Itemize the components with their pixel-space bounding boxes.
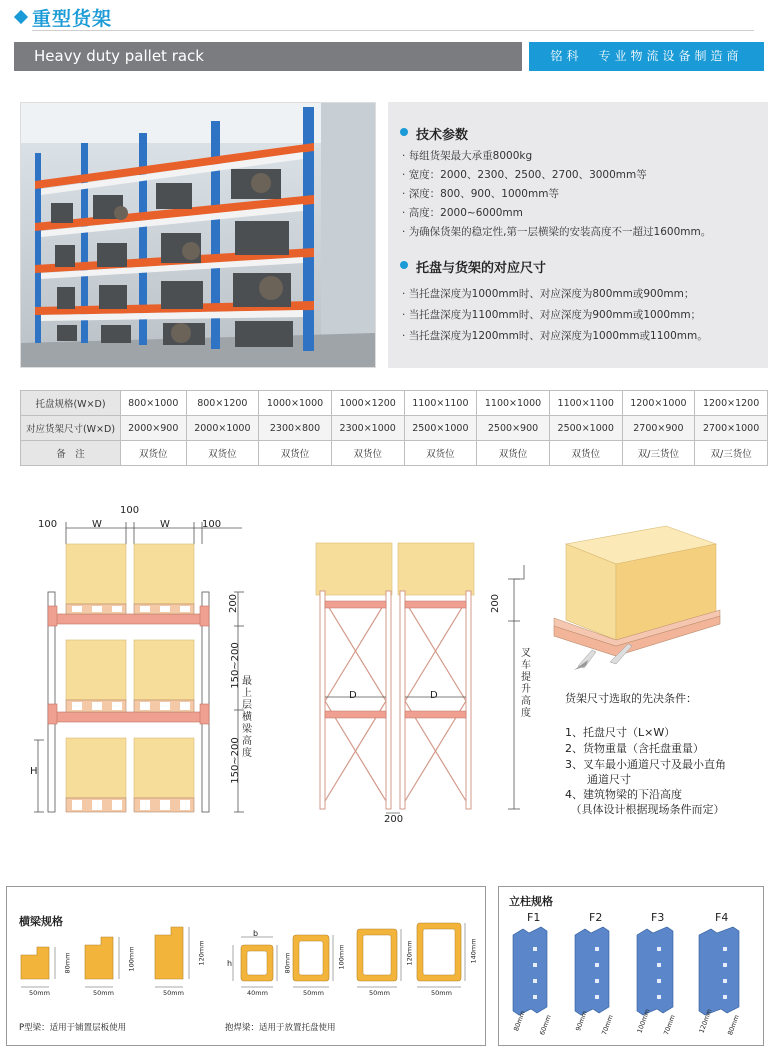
condition-item: 通道尺寸 bbox=[565, 773, 631, 786]
dim-150-a: 150~200 bbox=[229, 642, 241, 689]
banner-company-slogan: 铭科 专业物流设备制造商 bbox=[529, 42, 764, 71]
dim-200-fork: 200 bbox=[490, 593, 502, 614]
table-cell: 双/三货位 bbox=[622, 441, 695, 466]
spec-line: · 当托盘深度为1000mm时、对应深度为800mm或900mm； bbox=[402, 288, 695, 300]
beam-dim: 120mm bbox=[405, 940, 414, 966]
beam-dim: 50mm bbox=[163, 989, 184, 997]
column-dim: 70mm bbox=[662, 1013, 677, 1037]
table-cell: 1200×1000 bbox=[622, 391, 695, 416]
column-dim: 80mm bbox=[512, 1009, 527, 1033]
spec-panel bbox=[388, 102, 768, 368]
table-cell: 1000×1000 bbox=[259, 391, 332, 416]
conditions-heading: 货架尺寸选取的先决条件： bbox=[565, 692, 697, 705]
beam-dim: h bbox=[227, 959, 233, 968]
dim-d2: D bbox=[430, 690, 438, 701]
p-beam-note: P型梁：适用于铺置层板使用 bbox=[19, 1023, 127, 1033]
condition-item: 1、托盘尺寸（L×W） bbox=[565, 726, 676, 739]
beam-dim: 40mm bbox=[247, 989, 268, 997]
top-beam-height-label: 最上层横梁高度 bbox=[242, 676, 252, 759]
table-cell: 双货位 bbox=[404, 441, 477, 466]
table-cell: 2700×900 bbox=[622, 416, 695, 441]
size-table bbox=[20, 390, 768, 466]
spec-line: · 宽度：2000、2300、2500、2700、3000mm等 bbox=[402, 169, 647, 181]
dim-100-mid: 100 bbox=[120, 505, 140, 516]
dim-w2: W bbox=[160, 519, 170, 530]
beam-dim: b bbox=[253, 929, 259, 938]
column-label-f3: F3 bbox=[651, 911, 665, 924]
pallet-box-illustration bbox=[548, 516, 728, 676]
beam-dim: 140mm bbox=[469, 938, 478, 964]
table-cell: 2500×1000 bbox=[549, 416, 622, 441]
column-spec-heading: 立柱规格 bbox=[509, 895, 553, 908]
table-cell: 双货位 bbox=[121, 441, 187, 466]
table-cell: 800×1200 bbox=[186, 391, 259, 416]
table-cell: 1000×1200 bbox=[331, 391, 404, 416]
column-dim: 100mm bbox=[635, 1007, 652, 1035]
dim-d1: D bbox=[349, 690, 357, 701]
beam-dim: 80mm bbox=[283, 952, 292, 974]
dim-200-bottom: 200 bbox=[384, 814, 404, 825]
banner-english-title: Heavy duty pallet rack bbox=[14, 42, 522, 71]
beam-dim: 50mm bbox=[369, 989, 390, 997]
rack-photo bbox=[20, 102, 376, 368]
table-cell: 2300×1000 bbox=[331, 416, 404, 441]
table-cell: 2000×1000 bbox=[186, 416, 259, 441]
beam-dim: 100mm bbox=[337, 944, 346, 970]
title-divider bbox=[32, 30, 754, 31]
beam-spec-heading: 横梁规格 bbox=[19, 915, 63, 928]
column-label-f1: F1 bbox=[527, 911, 541, 924]
table-cell: 双货位 bbox=[549, 441, 622, 466]
beam-dim: 80mm bbox=[63, 952, 72, 974]
column-label-f2: F2 bbox=[589, 911, 603, 924]
beam-dim: 50mm bbox=[431, 989, 452, 997]
beam-dim: 50mm bbox=[303, 989, 324, 997]
fork-lift-height-label: 叉车提升高度 bbox=[521, 648, 531, 719]
dim-w1: W bbox=[92, 519, 102, 530]
table-cell: 双货位 bbox=[331, 441, 404, 466]
dim-150-b: 150~200 bbox=[229, 737, 241, 784]
dim-100-right: 100 bbox=[202, 519, 222, 530]
beam-dim: 100mm bbox=[127, 946, 136, 972]
table-cell: 双货位 bbox=[259, 441, 332, 466]
hold-beam-note: 抱焊梁：适用于放置托盘使用 bbox=[225, 1023, 336, 1033]
table-row bbox=[21, 416, 768, 441]
dim-200: 200 bbox=[228, 593, 240, 614]
spec-heading-technical: 技术参数 bbox=[416, 124, 468, 143]
spec-line: · 当托盘深度为1200mm时、对应深度为1000mm或1100mm。 bbox=[402, 330, 708, 342]
page-title: 重型货架 bbox=[32, 8, 113, 30]
table-cell: 1100×1000 bbox=[477, 391, 550, 416]
dim-h: H bbox=[30, 766, 38, 777]
spec-line: · 为确保货架的稳定性,第一层横梁的安装高度不一超过1600mm。 bbox=[402, 226, 712, 238]
beam-dim: 120mm bbox=[197, 940, 206, 966]
beam-spec-box bbox=[6, 886, 486, 1046]
column-dim: 90mm bbox=[574, 1009, 589, 1033]
table-row bbox=[21, 441, 768, 466]
table-row-header: 备 注 bbox=[21, 441, 121, 466]
column-profiles bbox=[499, 887, 763, 1045]
beam-dim: 50mm bbox=[29, 989, 50, 997]
table-cell: 双货位 bbox=[186, 441, 259, 466]
table-cell: 2500×1000 bbox=[404, 416, 477, 441]
column-dim: 60mm bbox=[538, 1013, 553, 1037]
column-label-f4: F4 bbox=[715, 911, 729, 924]
beam-dim: 50mm bbox=[93, 989, 114, 997]
table-cell: 2500×900 bbox=[477, 416, 550, 441]
column-spec-box bbox=[498, 886, 764, 1046]
table-cell: 2000×900 bbox=[121, 416, 187, 441]
table-cell: 2300×800 bbox=[259, 416, 332, 441]
table-cell: 1100×1100 bbox=[404, 391, 477, 416]
table-row bbox=[21, 391, 768, 416]
column-dim: 80mm bbox=[726, 1013, 741, 1037]
spec-line: · 深度：800、900、1000mm等 bbox=[402, 188, 559, 200]
condition-item: 4、建筑物梁的下沿高度 bbox=[565, 788, 682, 801]
side-view-drawing bbox=[300, 535, 550, 825]
spec-line: · 每组货架最大承重8000kg bbox=[402, 150, 533, 162]
spec-line: · 高度：2000~6000mm bbox=[402, 207, 523, 219]
table-row-header: 托盘规格(W×D) bbox=[21, 391, 121, 416]
table-cell: 1200×1200 bbox=[695, 391, 768, 416]
spec-heading-pallet: 托盘与货架的对应尺寸 bbox=[416, 257, 546, 276]
spec-line: · 当托盘深度为1100mm时、对应深度为900mm或1000mm； bbox=[402, 309, 702, 321]
table-cell: 1100×1100 bbox=[549, 391, 622, 416]
column-dim: 70mm bbox=[600, 1013, 615, 1037]
condition-item: 2、货物重量（含托盘重量） bbox=[565, 742, 704, 755]
table-cell: 双/三货位 bbox=[695, 441, 768, 466]
condition-item: （具体设计根据现场条件而定） bbox=[565, 803, 725, 816]
table-cell: 双货位 bbox=[477, 441, 550, 466]
table-cell: 2700×1000 bbox=[695, 416, 768, 441]
title-diamond-icon bbox=[14, 10, 28, 24]
condition-item: 3、叉车最小通道尺寸及最小直角 bbox=[565, 758, 726, 771]
table-row-header: 对应货架尺寸(W×D) bbox=[21, 416, 121, 441]
column-dim: 120mm bbox=[697, 1007, 714, 1035]
dim-100-left: 100 bbox=[38, 519, 58, 530]
table-cell: 800×1000 bbox=[121, 391, 187, 416]
